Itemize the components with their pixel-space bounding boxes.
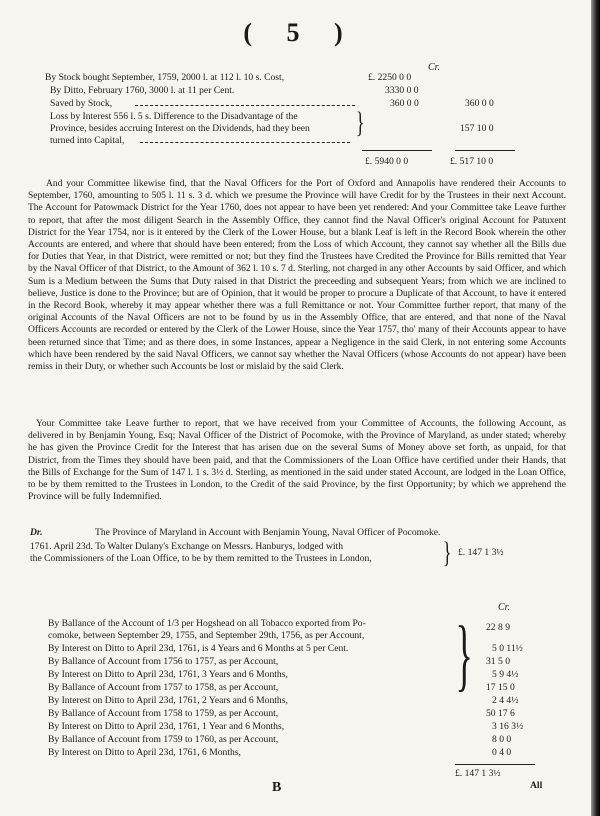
- brace: }: [442, 536, 452, 569]
- total-rule-left: [362, 150, 432, 151]
- credit-row-6: By Ballance of Account from 1757 to 1758, as per Account,: [48, 682, 279, 693]
- signature-mark: B: [272, 780, 282, 795]
- debit-amount: £. 147 1 3½: [458, 547, 504, 558]
- stock-row-1-amount: £. 2250 0 0: [368, 72, 412, 83]
- paragraph-naval-officers: And your Committee likewise find, that the Naval Officers for the Port of Oxford and Annapolis have rendered their Accounts to September, 1760, amounting to 505 l. 11 s. 3 d. which we presume the Province will have Credit for by the Trustees in their next Account. The Account for Patowmack District for the Year 1760, does not appear to have been yet rendered: And your Committee take Leave further to report, that after the most diligent Search in the Assembly Office, they cannot find the Naval Officer's original Account for Patuxent District for the Year 1754, nor is it entered by the Clerk of the Lower House, but a blank Leaf is left in the Record Book wherein the other Accounts are entered, and where that should have been entered; from the Loss of which Account, they cannot say whether all the Bills due for Duties that Year, in that District, were remitted or not; but they find the Trustees have Credited the Province for Bills remitted that Year by the Naval Officer of that District, to the Amount of 362 l. 10 s. 7 d. Sterling, not charged in any other Accounts by said Officer, and which Sum is a Medium between the Sums that Duty raised in that District the preceeding and subsequent Years; from which we are inclined to believe, Justice is done to the Province; but are of Opinion, that it would be proper to procure a Duplicate of that Account, to have it entered in the Record Book, whereby it may appear whether there was a full Remittance or not. Your Committee further report, that many of the original Accounts of the Naval Officers are not to be found by us in the Assembly Office, that are entered, and that none of the Naval Officers Accounts are recorded or entered by the Clerk of the Lower House, since the Year 1757, tho' many of their Accounts appear to have been returned since that Time; and as there does, in some Instances, appear a Negligence in the said Clerk, in not entering some Accounts which have been rendered by the said Naval Officers, we cannot say whether the Naval Officers (whose Accounts do not appear) have been remiss in their Duty, or whether such Accounts be lost or mislaid by the said Clerk.: [28, 179, 566, 373]
- credit-row-11: By Interest on Ditto to April 23d, 1761, 6 Months,: [48, 747, 241, 758]
- stock-row-3: Saved by Stock,: [50, 98, 113, 109]
- debit-line-1: 1761. April 23d. To Walter Dulany's Exchange on Messrs. Hanburys, lodged with: [30, 541, 344, 552]
- credit-row-9-amount: 3 16 3½: [492, 721, 524, 732]
- credit-row-4-amount: 31 5 0: [486, 656, 510, 667]
- loss-line-3: turned into Capital,: [50, 135, 125, 146]
- debit-line-2: the Commissioners of the Loan Office, to be by them remitted to the Trustees in London,: [30, 553, 372, 564]
- dash-leader: [135, 105, 355, 106]
- credit-row-10-amount: 8 0 0: [492, 734, 512, 745]
- stock-row-1: By Stock bought September, 1759, 2000 l. at 112 l. 10 s. Cost,: [45, 72, 285, 83]
- credit-total: £. 147 1 3½: [455, 768, 501, 779]
- total-right: £. 517 10 0: [450, 156, 494, 167]
- total-left: £. 5940 0 0: [365, 156, 409, 167]
- page-number: ( 5 ): [243, 18, 357, 47]
- account-title: The Province of Maryland in Account with Benjamin Young, Naval Officer of Pocomoke.: [95, 527, 441, 538]
- credit-row-8: By Ballance of Account from 1758 to 1759, as per Account,: [48, 708, 279, 719]
- cr-label-top: Cr.: [428, 62, 440, 73]
- loss-line-2: Province, besides accruing Interest on the Dividends, had they been: [50, 123, 310, 134]
- stock-row-2: By Ditto, February 1760, 3000 l. at 11 per Cent.: [50, 85, 235, 96]
- credit-row-7: By Interest on Ditto to April 23d, 1761, 2 Years and 6 Months,: [48, 695, 288, 706]
- credit-row-3: By Interest on Ditto to April 23d, 1761, is 4 Years and 6 Months at 5 per Cent.: [48, 643, 349, 654]
- credit-row-3-amount: 5 0 11½: [492, 643, 523, 654]
- credit-row-1: By Ballance of the Account of 1/3 per Hogshead on all Tobacco exported from Po-: [48, 618, 366, 629]
- credit-row-2: comoke, between September 29, 1755, and September 29th, 1756, as per Account,: [48, 630, 365, 641]
- stock-row-2-amount: 3330 0 0: [385, 85, 419, 96]
- credit-row-9: By Interest on Ditto to April 23d, 1761, 1 Year and 6 Months,: [48, 721, 285, 732]
- credit-row-6-amount: 17 15 0: [486, 682, 515, 693]
- total-rule-right: [455, 150, 515, 151]
- brace: }: [455, 611, 473, 699]
- stock-row-3-right: 360 0 0: [465, 98, 494, 109]
- dash-leader-2: [140, 142, 350, 143]
- credit-row-4: By Ballance of Account from 1756 to 1757, as per Account,: [48, 656, 279, 667]
- cr-label-bottom: Cr.: [498, 602, 510, 613]
- credit-total-mark: All: [530, 780, 543, 791]
- credit-row-8-amount: 50 17 6: [486, 708, 515, 719]
- credit-total-rule: [455, 764, 535, 765]
- stock-row-3-amount: 360 0 0: [390, 98, 419, 109]
- paragraph-committee-accounts: Your Committee take Leave further to report, that we have received from your Committee of Accounts, the following Account, as delivered in by Benjamin Young, Esq; Naval Officer of the District of Pocomoke, with the Province of Maryland, as under stated; whereby he has given the Province Credit for the Interest that has arisen due on the several Sums of Money above set forth, as unpaid, for that District, from the Times they should have been paid, and that the Commissioners of the Loan Office have certified under their Hands, that the Bills of Exchange for the Sum of 147 l. 1 s. 3½ d. Sterling, as mentioned in the said under stated Account, are lodged in the Loan Office, to be by them remitted to the Trustees in London, to the Credit of the said Province, by the first Opportunity; by which we apprehend the Province will be fully Indemnified.: [28, 419, 566, 503]
- credit-row-5-amount: 5 9 4½: [492, 669, 519, 680]
- credit-row-7-amount: 2 4 4½: [492, 695, 519, 706]
- credit-row-11-amount: 0 4 0: [492, 747, 512, 758]
- credit-row-10: By Ballance of Account from 1759 to 1760, as per Account,: [48, 734, 279, 745]
- brace: }: [355, 106, 365, 139]
- dr-label: Dr.: [30, 527, 43, 538]
- loss-line-1: Loss by Interest 556 l. 5 s. Difference to the Disadvantage of the: [50, 111, 298, 122]
- credit-row-1-amount: 22 8 9: [486, 622, 510, 633]
- loss-amount: 157 10 0: [460, 123, 494, 134]
- credit-row-5: By Interest on Ditto to April 23d, 1761, 3 Years and 6 Months,: [48, 669, 288, 680]
